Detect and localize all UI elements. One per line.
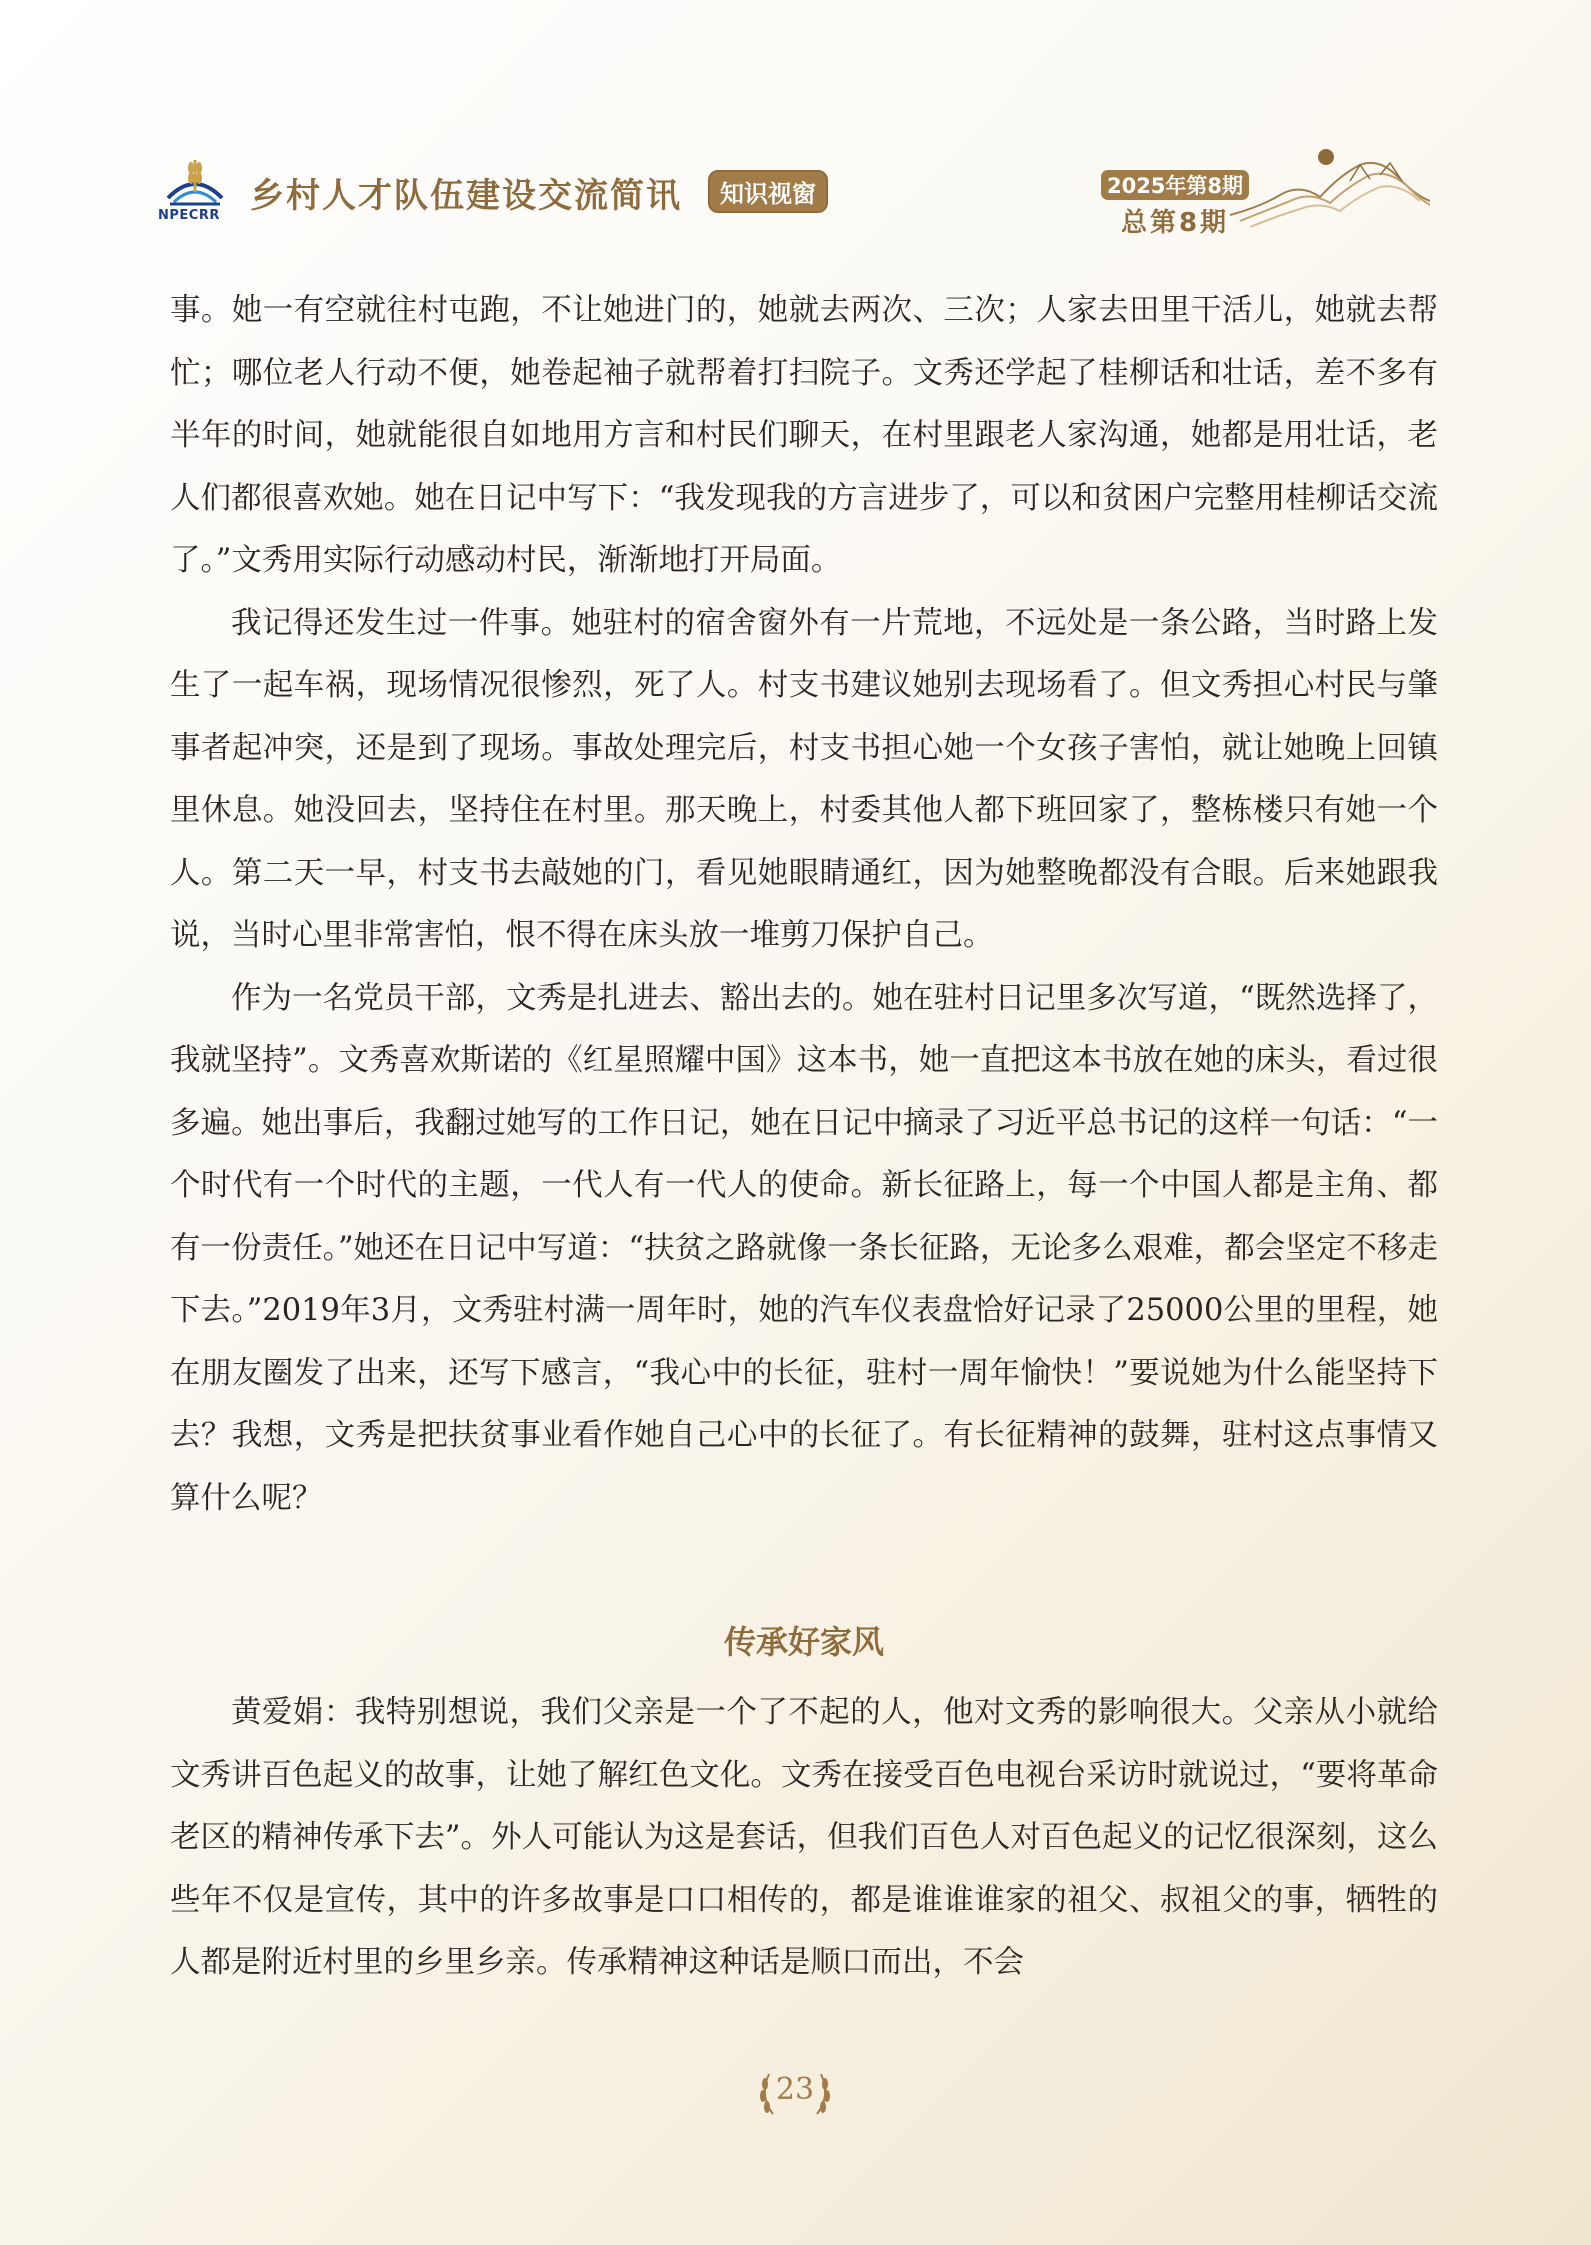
section-body [170, 1682, 1438, 1995]
page-header [0, 0, 1591, 260]
mountain-decoration-icon [1230, 135, 1430, 230]
paragraph: 黄爱娟：我特别想说，我们父亲是一个了不起的人，他对文秀的影响很大。父亲从小就给文秀讲百色起义的故事，让她了解红色文化。文秀在接受百色电视台采访时就说过，“要将革命老区的精神传承下去”。外人可能认为这是套话，但我们百色人对百色起义的记忆很深刻，这么些年不仅是宣传，其中的许多故事是口口相传的，都是谁谁谁家的祖父、叔祖父的事，牺牲的人都是附近村里的乡里乡亲。传承精神这种话是顺口而出，不会 [170, 1695, 1438, 1980]
section-badge: 知识视窗 [708, 170, 828, 213]
issue-total: 总第8期 [1120, 208, 1230, 238]
publication-title: 乡村人才队伍建设交流简讯 [250, 176, 682, 216]
paragraph: 我记得还发生过一件事。她驻村的宿舍窗外有一片荒地，不远处是一条公路，当时路上发生了一起车祸，现场情况很惨烈，死了人。村支书建议她别去现场看了。但文秀担心村民与肇事者起冲突，还是到了现场。事故处理完后，村支书担心她一个女孩子害怕，就让她晚上回镇里休息。她没回去，坚持住在村里。那天晚上，村委其他人都下班回家了，整栋楼只有她一个人。第二天一早，村支书去敲她的门，看见她眼睛通红，因为她整晚都没有合眼。后来她跟我说，当时心里非常害怕，恨不得在床头放一堆剪刀保护自己。 [170, 605, 1438, 953]
page-number-text: 23 [775, 2072, 815, 2107]
page-number [755, 2062, 835, 2122]
logo-text: NPECRR [158, 208, 220, 223]
paragraph: 作为一名党员干部，文秀是扎进去、豁出去的。她在驻村日记里多次写道，“既然选择了，我就坚持”。文秀喜欢斯诺的《红星照耀中国》这本书，她一直把这本书放在她的床头，看过很多遍。她出事后，我翻过她写的工作日记，她在日记中摘录了习近平总书记的这样一句话：“一个时代有一个时代的主题，一代人有一代人的使命。新长征路上，每一个中国人都是主角、都有一份责任。”她还在日记中写道：“扶贫之路就像一条长征路，无论多么艰难，都会坚定不移走下去。”2019年3月，文秀驻村满一周年时，她的汽车仪表盘恰好记录了25000公里的里程，她在朋友圈发了出来，还写下感言，“我心中的长征，驻村一周年愉快！”要说她为什么能坚持下去？我想，文秀是把扶贫事业看作她自己心中的长征了。有长征精神的鼓舞，驻村这点事情又算什么呢？ [170, 980, 1438, 1516]
section-title: 传承好家风 [723, 1623, 884, 1661]
issue-year: 2025年第8期 [1101, 170, 1249, 200]
paragraph: 事。她一有空就往村屯跑，不让她进门的，她就去两次、三次；人家去田里干活儿，她就去帮忙；哪位老人行动不便，她卷起袖子就帮着打扫院子。文秀还学起了桂柳话和壮话，差不多有半年的时间，她就能很自如地用方言和村民们聊天，在村里跟老人家沟通，她都是用壮话，老人们都很喜欢她。她在日记中写下：“我发现我的方言进步了，可以和贫困户完整用桂柳话交流了。”文秀用实际行动感动村民，渐渐地打开局面。 [170, 293, 1438, 578]
article-body [170, 280, 1438, 1530]
